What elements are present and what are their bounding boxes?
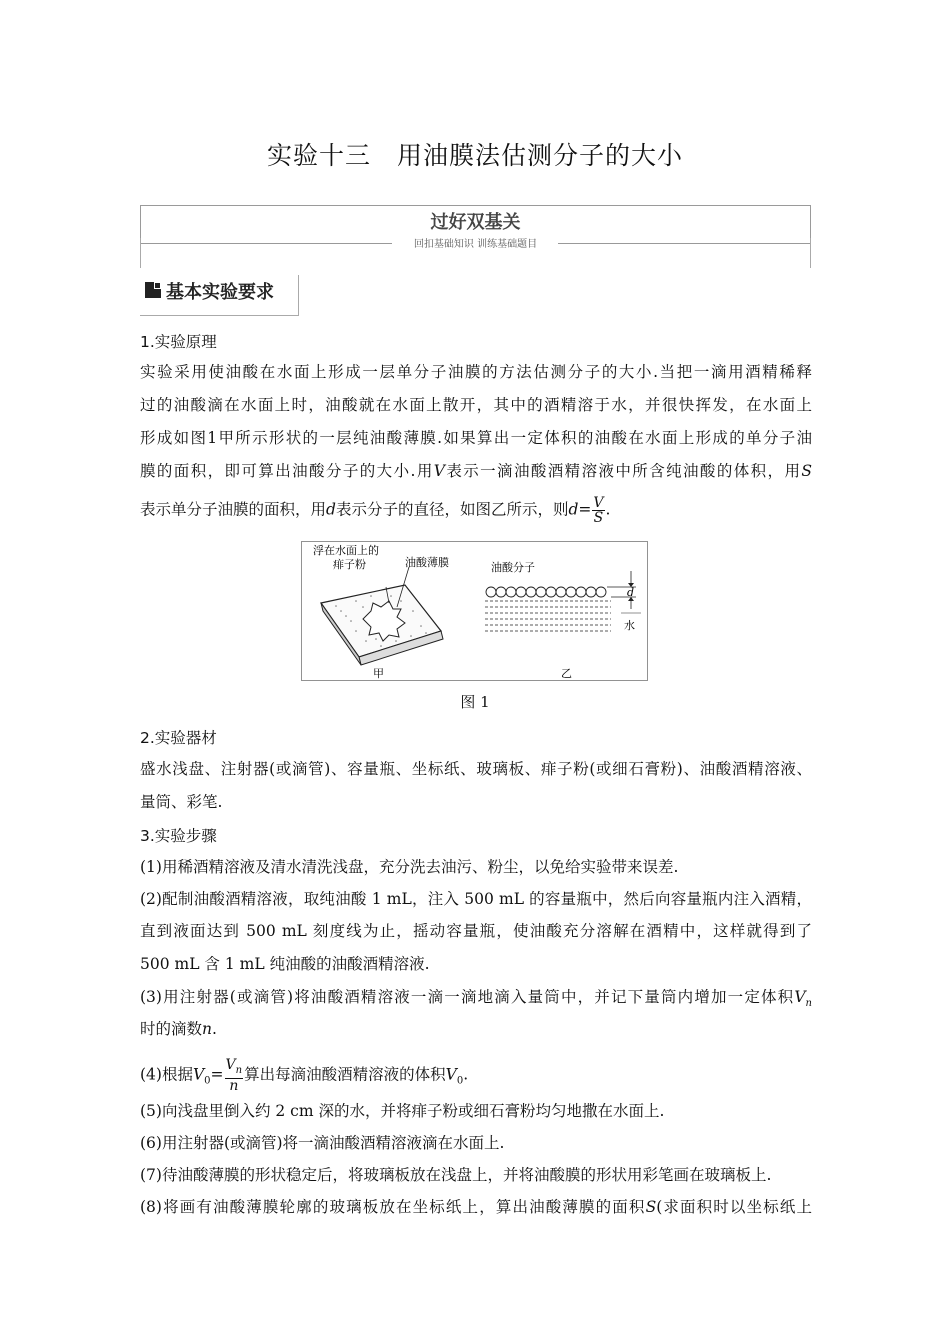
section-label: 基本实验要求 [166,282,274,303]
step-4-v0: V [192,1065,205,1084]
fraction-denominator: S [593,510,604,526]
section-heading [140,275,300,317]
label-powder-2: 痱子粉 [333,558,366,571]
principle-line-4-a: 膜的面积，即可算出油酸分子的大小.用 [140,462,434,480]
step-4-den: n [229,1077,239,1094]
step-4-fraction [225,1058,244,1093]
step-3-vn: V [794,988,806,1006]
label-powder-1: 浮在水面上的 [313,544,379,557]
equipment-line-2: 量筒、彩笔. [140,793,223,811]
area-symbol: S [801,462,812,480]
step-2-line-3: 500 mL 含 1 mL 纯油酸的油酸酒精溶液. [140,955,430,973]
step-4-end: . [463,1065,469,1084]
principle-line-5-a: 表示单分子油膜的面积，用 [140,500,327,519]
principle-line-2: 过的油酸滴在水面上时，油酸就在水面上散开，其中的酒精溶于水，并很快挥发，在水面上 [140,396,812,414]
label-yi: 乙 [561,667,572,680]
step-4-eq: = [210,1065,224,1084]
step-3-n: n [202,1020,212,1038]
step-4-num: V [225,1057,236,1073]
step-3-line-2-end: . [212,1020,217,1038]
step-8-s: S [645,1198,657,1216]
step-8 [140,1195,812,1217]
step-6: (6)用注射器(或滴管)将一滴油酸酒精溶液滴在水面上. [140,1134,505,1152]
principle-heading: 1.实验原理 [140,333,217,351]
principle-line-4-b: 表示一滴油酸酒精溶液中所含纯油酸的体积，用 [444,462,802,480]
formula-fraction [592,496,604,525]
step-1: (1)用稀酒精溶液及清水清洗浅盘，充分洗去油污、粉尘，以免给实验带来误差. [140,858,679,876]
principle-line-3: 形成如图1甲所示形状的一层纯油酸薄膜.如果算出一定体积的油酸在水面上形成的单分子油 [140,429,812,447]
fraction-numerator: V [593,495,604,511]
steps-heading: 3.实验步骤 [140,827,217,845]
equipment-heading: 2.实验器材 [140,729,217,747]
step-3-line-1 [140,985,812,1009]
figure-caption: 图 1 [460,693,490,711]
step-3-text: (3)用注射器(或滴管)将油酸酒精溶液一滴一滴地滴入量筒中，并记下量筒内增加一定体积 [140,988,795,1006]
step-4-num-sub: n [235,1064,243,1076]
label-film: 油酸薄膜 [405,556,449,569]
principle-line-5-end: . [605,500,611,519]
label-water: 水 [624,619,635,632]
banner-title: 过好双基关 [430,212,521,233]
step-3-line-2-a: 时的滴数 [140,1020,203,1038]
equipment-line-1: 盛水浅盘、注射器(或滴管)、容量瓶、坐标纸、玻璃板、痱子粉(或细石膏粉)、油酸酒精溶液、 [140,760,812,778]
step-2-line-2: 直到液面达到 500 mL 刻度线为止，摇动容量瓶，使油酸充分溶解在酒精中，这样就得到了 [140,922,812,940]
label-molecule: 油酸分子 [491,561,535,574]
formula-lhs: d= [568,500,592,519]
step-4-v0-sub: 0 [204,1075,211,1087]
step-5: (5)向浅盘里倒入约 2 cm 深的水，并将痱子粉或细石膏粉均匀地撒在水面上. [140,1102,665,1120]
diameter-symbol: d [326,500,336,519]
water-lines [485,601,611,631]
label-jia: 甲 [373,667,384,680]
section-banner [140,205,811,268]
step-2-line-1: (2)配制油酸酒精溶液，取纯油酸 1 mL，注入 500 mL 的容量瓶中，然后向容量瓶内注入酒精， [140,890,812,908]
oil-film-figure [301,541,648,681]
step-4-v0b: V [445,1065,457,1084]
principle-line-4 [140,459,812,481]
step-3-line-2 [140,1017,217,1039]
principle-line-5 [140,496,610,525]
page-title: 实验十三 用油膜法估测分子的大小 [266,141,683,170]
step-4 [140,1058,468,1093]
label-d: d [627,586,635,599]
banner-edge-left [140,238,141,268]
step-4-a: (4)根据 [140,1065,193,1084]
step-3-vn-sub: n [805,998,812,1010]
banner-subtitle: 回扣基础知识 训练基础题目 [413,239,538,250]
molecule-row [486,587,606,597]
principle-line-5-b: 表示分子的直径，如图乙所示，则 [335,500,569,519]
section-square-icon [145,282,161,298]
step-4-b: 算出每滴油酸酒精溶液的体积 [244,1065,446,1084]
step-8-b: (求面积时以坐标纸上 [656,1198,812,1216]
step-4-v0b-sub: 0 [456,1075,464,1087]
volume-symbol: V [433,462,445,480]
step-8-a: (8)将画有油酸薄膜轮廓的玻璃板放在坐标纸上，算出油酸薄膜的面积 [140,1198,646,1216]
principle-line-1: 实验采用使油酸在水面上形成一层单分子油膜的方法估测分子的大小.当把一滴用酒精稀释 [140,363,812,381]
step-7: (7)待油酸薄膜的形状稳定后，将玻璃板放在浅盘上，并将油酸膜的形状用彩笔画在玻璃板上. [140,1166,772,1184]
banner-edge-right [810,238,811,268]
